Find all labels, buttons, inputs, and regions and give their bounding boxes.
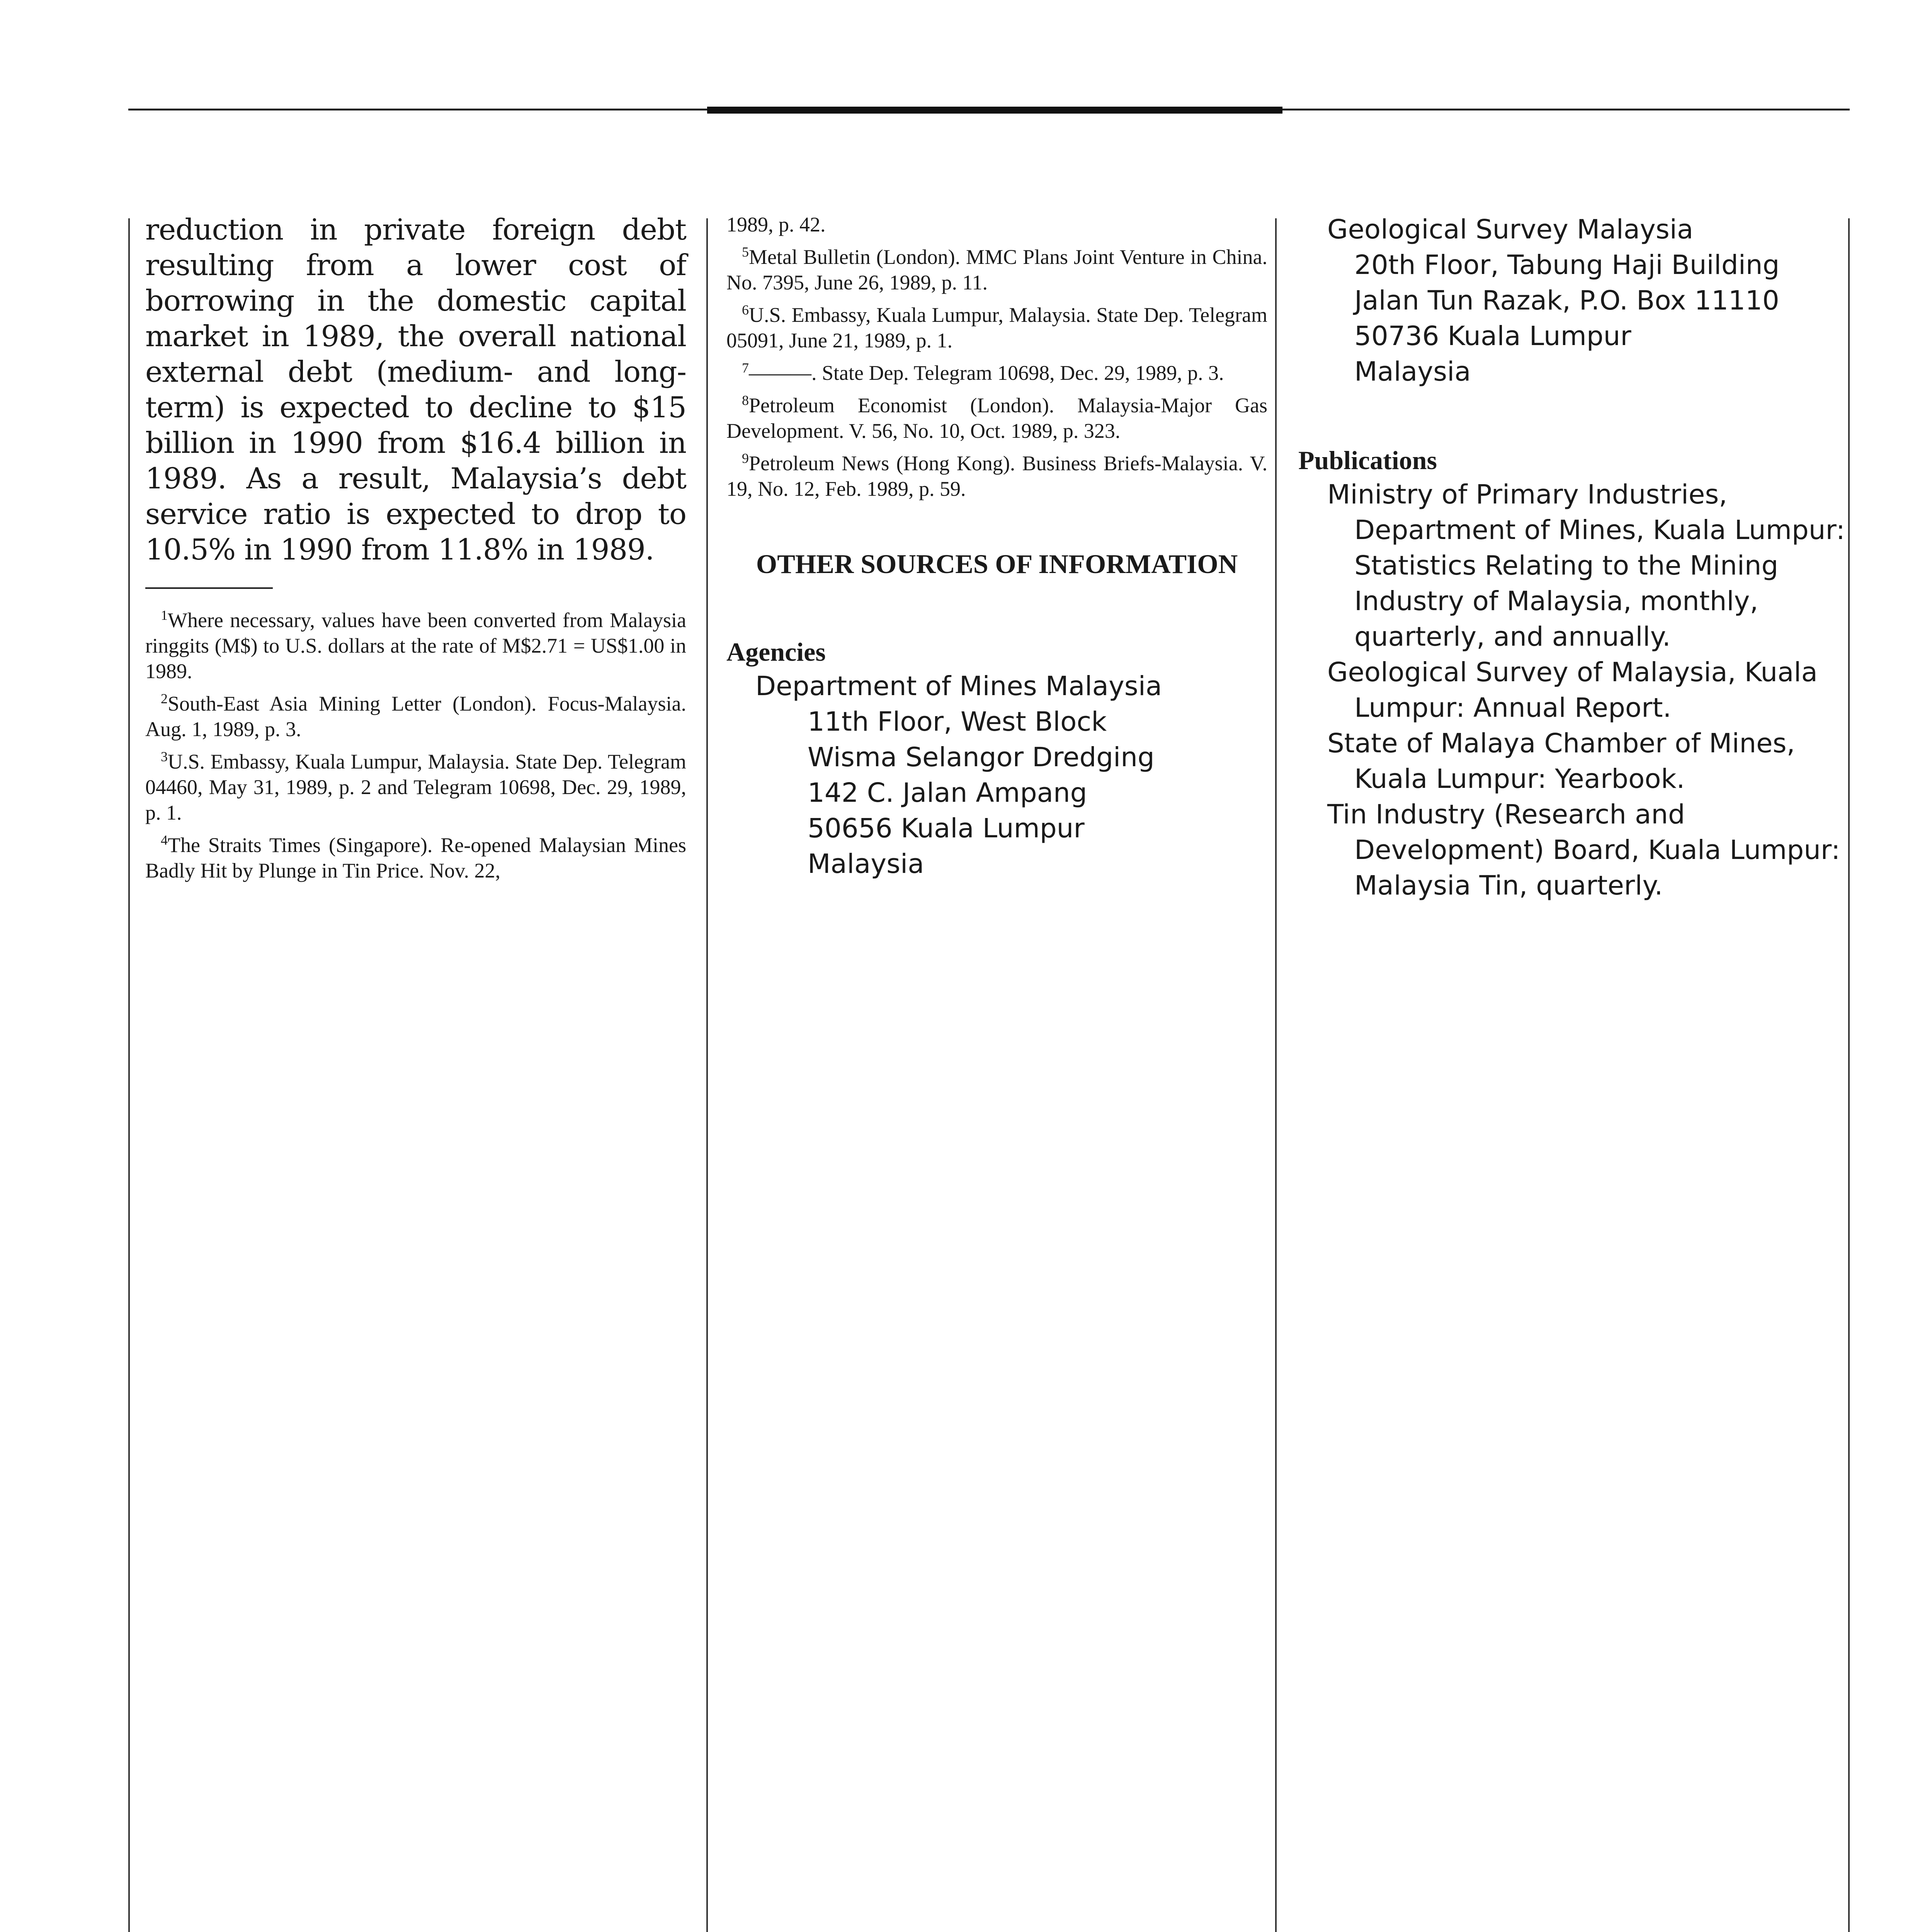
- publication-line: Statistics Relating to the Mining: [1354, 550, 1779, 581]
- footnote-text: Metal Bulletin (London). MMC Plans Joint Venture in China. No. 7395, June 26, 1989, p. 11.: [726, 245, 1267, 294]
- publication-line: Lumpur: Annual Report.: [1354, 692, 1672, 723]
- agency-address-line: Malaysia: [1354, 356, 1471, 387]
- agency-address-line: Wisma Selangor Dredging: [808, 742, 1155, 773]
- footnote-1: [145, 607, 686, 684]
- column-3: [1298, 212, 1847, 903]
- column-rule-right: [1848, 218, 1850, 1932]
- footnote-text: South-East Asia Mining Letter (London). Focus-Malaysia. Aug. 1, 1989, p. 3.: [145, 692, 686, 741]
- footnote-text: ———. State Dep. Telegram 10698, Dec. 29, 1989, p. 3.: [749, 361, 1224, 384]
- footnote-text: Where necessary, values have been converted from Malaysia ringgits (M$) to U.S. dollars at the rate of M$2.71 = US$1.00 in 1989.: [145, 609, 686, 683]
- publication-line: Tin Industry (Research and: [1327, 799, 1685, 830]
- publication-line: quarterly, and annually.: [1354, 621, 1671, 652]
- footnote-marker: 9: [742, 451, 749, 466]
- footnote-marker: 1: [161, 607, 168, 623]
- footnote-text: Petroleum News (Hong Kong). Business Briefs-Malaysia. V. 19, No. 12, Feb. 1989, p. 59.: [726, 452, 1267, 500]
- footnote-marker: 5: [742, 244, 749, 260]
- agency-address-line: 20th Floor, Tabung Haji Building: [1354, 250, 1780, 281]
- agency-name: Department of Mines Malaysia: [755, 671, 1162, 702]
- footnote-marker: 3: [161, 749, 168, 764]
- footnote-divider: [145, 587, 273, 589]
- agencies-heading: Agencies: [726, 637, 826, 667]
- footnote-5: [726, 244, 1267, 295]
- publication-line: Industry of Malaysia, monthly,: [1354, 586, 1759, 617]
- column-rule-left: [128, 218, 130, 1932]
- publication-line: Kuala Lumpur: Yearbook.: [1354, 764, 1685, 794]
- footnote-marker: 8: [742, 393, 749, 408]
- publication-line: Geological Survey of Malaysia, Kuala: [1327, 657, 1818, 688]
- column-1: [145, 212, 686, 890]
- agency-address-line: 50736 Kuala Lumpur: [1354, 321, 1631, 352]
- footnote-3: [145, 749, 686, 825]
- footnote-7: [726, 360, 1267, 386]
- footnote-marker: 2: [161, 691, 168, 706]
- footnote-marker: 7: [742, 360, 749, 376]
- publication-line: Ministry of Primary Industries,: [1327, 479, 1728, 510]
- column-rule-1: [706, 218, 708, 1932]
- publication-line: Development) Board, Kuala Lumpur:: [1354, 835, 1840, 866]
- footnote-4: [145, 832, 686, 883]
- footnote-text: The Straits Times (Singapore). Re-opened Malaysian Mines Badly Hit by Plunge in Tin Price. Nov. 22,: [145, 833, 686, 882]
- publication-line: Malaysia Tin, quarterly.: [1354, 870, 1663, 901]
- footnote-2: [145, 691, 686, 742]
- publication-line: Department of Mines, Kuala Lumpur:: [1354, 515, 1845, 546]
- footnote-9: [726, 451, 1267, 502]
- publications-heading: Publications: [1298, 446, 1437, 475]
- agency-address-line: 11th Floor, West Block: [808, 706, 1107, 737]
- body-paragraph: reduction in private foreign debt resulting from a lower cost of borrowing in the domestic capital market in 1989, the overall national external debt (medium- and long-term) is expected to decline to $15 billion in 1990 from $16.4 billion in 1989. As a result, Malaysia’s debt service ratio is expected to drop to 10.5% in 1990 from 11.8% in 1989.: [145, 213, 686, 566]
- column-rule-2: [1275, 218, 1277, 1932]
- footnote-6: [726, 302, 1267, 353]
- agency-name: Geological Survey Malaysia: [1327, 214, 1694, 245]
- footnote-marker: 4: [161, 832, 168, 848]
- publication-line: State of Malaya Chamber of Mines,: [1327, 728, 1795, 759]
- column-2: [726, 212, 1267, 882]
- agency-address-line: Jalan Tun Razak, P.O. Box 11110: [1354, 285, 1779, 316]
- footnote-text: Petroleum Economist (London). Malaysia-Major Gas Development. V. 56, No. 10, Oct. 1989, p. 323.: [726, 394, 1267, 442]
- footnote-text: U.S. Embassy, Kuala Lumpur, Malaysia. State Dep. Telegram 04460, May 31, 1989, p. 2 and Telegram 10698, Dec. 29, 1989, p. 1.: [145, 750, 686, 824]
- section-heading: OTHER SOURCES OF INFORMATION: [756, 549, 1238, 579]
- footnote-8: [726, 393, 1267, 444]
- agency-address-line: 50656 Kuala Lumpur: [808, 813, 1085, 844]
- footnote-marker: 6: [742, 302, 749, 318]
- footnote-text: U.S. Embassy, Kuala Lumpur, Malaysia. State Dep. Telegram 05091, June 21, 1989, p. 1.: [726, 303, 1267, 352]
- agency-address-line: 142 C. Jalan Ampang: [808, 777, 1087, 808]
- footnote-4-continued: 1989, p. 42.: [726, 213, 826, 236]
- agency-address-line: Malaysia: [808, 849, 924, 879]
- top-rule-accent: [707, 107, 1282, 114]
